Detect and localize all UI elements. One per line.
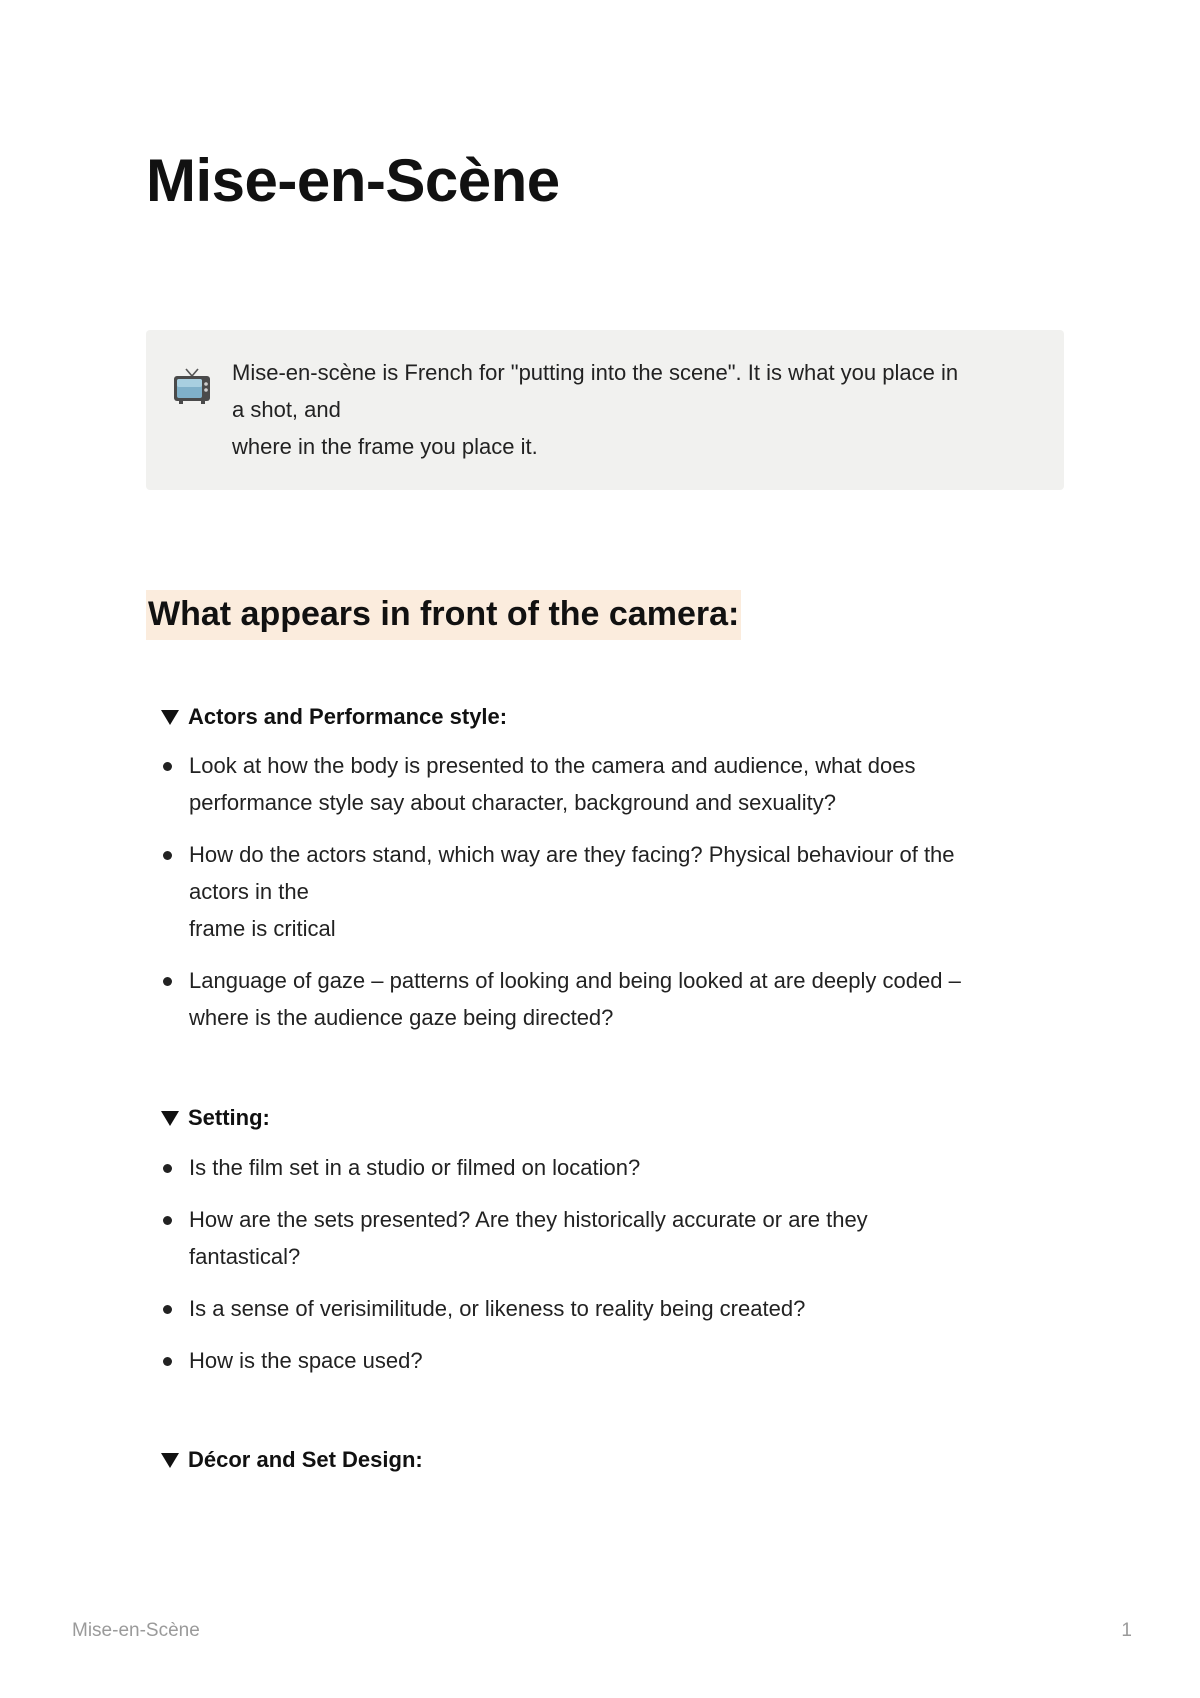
list-item	[161, 747, 1061, 821]
callout-line: a shot, and	[232, 397, 341, 422]
list-item-line: Is a sense of verisimilitude, or likeness to reality being created?	[189, 1296, 806, 1321]
bullet-dot	[163, 1164, 172, 1173]
list-item-line: Is the film set in a studio or filmed on location?	[189, 1155, 641, 1180]
bullet-dot	[163, 762, 172, 771]
callout-line: Mise-en-scène is French for "putting into the scene". It is what you place in	[232, 360, 959, 385]
list-item-line: Look at how the body is presented to the camera and audience, what does	[189, 753, 916, 778]
list-item-line: performance style say about character, background and sexuality?	[189, 790, 836, 815]
toggle-actors-performance[interactable]	[161, 702, 507, 732]
toggle-setting[interactable]	[161, 1103, 270, 1133]
list-item-line: actors in the	[189, 879, 309, 904]
list-item-line: How do the actors stand, which way are they facing? Physical behaviour of the	[189, 842, 955, 867]
bullet-dot	[163, 851, 172, 860]
list-item-line: fantastical?	[189, 1244, 301, 1269]
list-item-line: Language of gaze – patterns of looking and being looked at are deeply coded –	[189, 968, 961, 993]
list-item-line: How is the space used?	[189, 1348, 423, 1373]
footer-title: Mise-en-Scène	[72, 1620, 200, 1641]
list-item	[161, 962, 1061, 1036]
section-heading: What appears in front of the camera:	[146, 590, 741, 640]
list-item	[161, 836, 1061, 947]
bullet-list-setting	[161, 1149, 1061, 1394]
page-title: Mise-en-Scène	[146, 147, 560, 214]
toggle-decor-set-design[interactable]	[161, 1445, 423, 1475]
list-item	[161, 1201, 1061, 1275]
list-item-line: How are the sets presented? Are they historically accurate or are they	[189, 1207, 868, 1232]
bullet-dot	[163, 1216, 172, 1225]
list-item	[161, 1290, 1061, 1327]
bullet-dot	[163, 1357, 172, 1366]
bullet-dot	[163, 977, 172, 986]
bullet-list-actors	[161, 747, 1061, 1051]
callout-text	[232, 354, 1052, 465]
list-item-line: where is the audience gaze being directed?	[189, 1005, 614, 1030]
list-item	[161, 1149, 1061, 1186]
callout-block	[146, 330, 1064, 490]
toggle-label: Setting:	[188, 1105, 270, 1130]
toggle-label: Actors and Performance style:	[188, 704, 508, 729]
toggle-arrow-icon[interactable]	[161, 710, 179, 725]
television-icon	[172, 366, 212, 406]
toggle-arrow-icon[interactable]	[161, 1453, 179, 1468]
toggle-label: Décor and Set Design:	[188, 1447, 423, 1472]
callout-line: where in the frame you place it.	[232, 434, 538, 459]
toggle-arrow-icon[interactable]	[161, 1111, 179, 1126]
footer-page-number: 1	[1121, 1620, 1132, 1641]
list-item	[161, 1342, 1061, 1379]
bullet-dot	[163, 1305, 172, 1314]
list-item-line: frame is critical	[189, 916, 336, 941]
